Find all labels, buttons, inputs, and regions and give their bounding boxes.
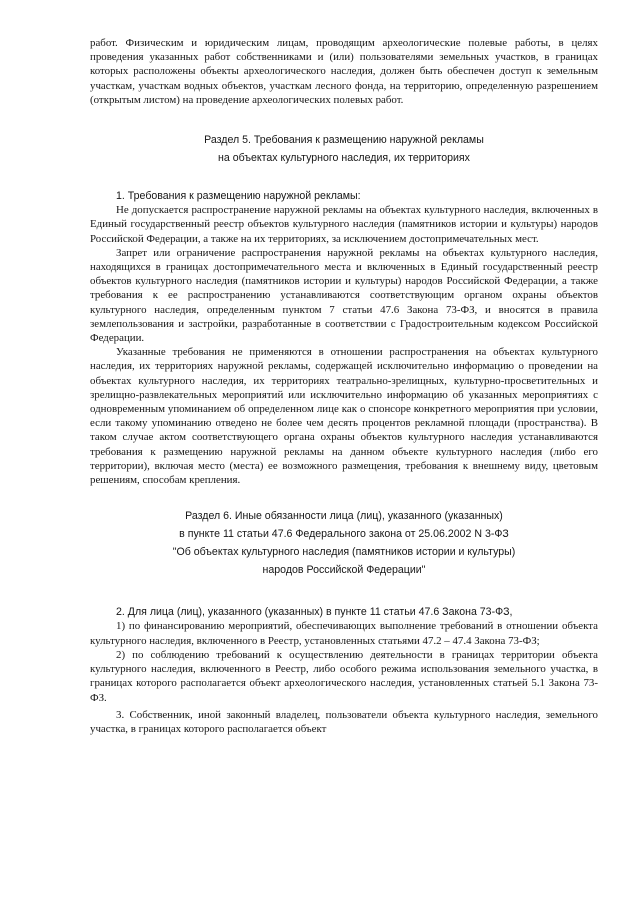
section-5-item-1-title: 1. Требования к размещению наружной рекламы:: [116, 190, 361, 203]
section-6-heading-line-3: "Об объектах культурного наследия (памятников истории и культуры): [172, 546, 516, 559]
section-6-item-2-title: 2. Для лица (лиц), указанного (указанных) в пункте 11 статьи 47.6 Закона 73-ФЗ,: [116, 606, 513, 619]
section-6-subitem-2: 2) по соблюдению требований к осуществлению деятельности в границах территории объекта культурного наследия, включенного в Реестр, либо особого режима использования земельного участка, в границах которого располагается объект археологического наследия, установленных статьей 5.1 Закона 73-ФЗ.: [90, 648, 598, 704]
document-page: [90, 36, 598, 736]
section-5: [90, 131, 598, 487]
section-5-paragraph-2: Запрет или ограничение распространения наружной рекламы на объектах культурного наследия, находящихся в границах достопримечательного места и включенных в Единый государственный реестр объектов культурного наследия (памятников истории и культуры) народов Российской Федерации, а также требования к ее распространению устанавливаются соответствующим органом охраны объектов культурного наследия, определенным пунктом 7 статьи 47.6 Закона 73-ФЗ, и вносятся в правила землепользования и застройки, разработанные в соответствии с Градостроительным кодексом Российской Федерации.: [90, 246, 598, 345]
section-6-heading-line-4: народов Российской Федерации": [262, 564, 426, 577]
section-5-paragraph-3: Указанные требования не применяются в отношении распространения на объектах культурного наследия, их территориях наружной рекламы, содержащей исключительно информацию о проведении на объектах культурного наследия, их территориях театрально-зрелищных, культурно-просветительных и зрелищно-развлекательных мероприятий или исключительно информацию об указанных мероприятиях с одновременным упоминанием об определенном лице как о спонсоре конкретного мероприятия при условии, если такому упоминанию отведено не более чем десять процентов рекламной площади (пространства). В таком случае актом соответствующего органа охраны объектов культурного наследия устанавливаются требования к размещению наружной рекламы на данном объекте культурного наследия (либо его территории), включая место (места) ее возможного размещения, требования к внешнему виду, цветовым решениям, способам крепления.: [90, 346, 598, 487]
section-5-paragraph-1: Не допускается распространение наружной рекламы на объектах культурного наследия, включенных в Единый государственный реестр объектов культурного наследия (памятников истории и культуры) народов Российской Федерации, а также на их территориях, за исключением достопримечательных мест.: [90, 204, 598, 245]
section-6-subitem-1: 1) по финансированию мероприятий, обеспечивающих выполнение требований в отношении объекта культурного наследия, включенного в Реестр, установленных статьями 47.2 – 47.4 Закона 73-ФЗ;: [90, 620, 598, 647]
section-6-item-3: 3. Собственник, иной законный владелец, пользователи объекта культурного наследия, земельного участка, в границах которого располагается объект: [90, 708, 598, 735]
section-6: [90, 507, 598, 736]
section-6-heading-line-1: Раздел 6. Иные обязанности лица (лиц), указанного (указанных): [185, 510, 503, 523]
section-6-heading-line-2: в пункте 11 статьи 47.6 Федерального закона от 25.06.2002 N 3-ФЗ: [179, 528, 509, 541]
section-5-heading-line-1: Раздел 5. Требования к размещению наружной рекламы: [204, 134, 484, 147]
section-5-heading-line-2: на объектах культурного наследия, их территориях: [218, 152, 470, 165]
intro-paragraph: работ. Физическим и юридическим лицам, проводящим археологические полевые работы, в целях проведения указанных работ собственниками и (или) пользователями земельных участков, в границах которых расположены объекты археологического наследия, должен быть обеспечен доступ к земельным участкам, участкам водных объектов, участкам лесного фонда, на территорию, определенную разрешением (открытым листом) на проведение археологических полевых работ.: [90, 37, 598, 106]
